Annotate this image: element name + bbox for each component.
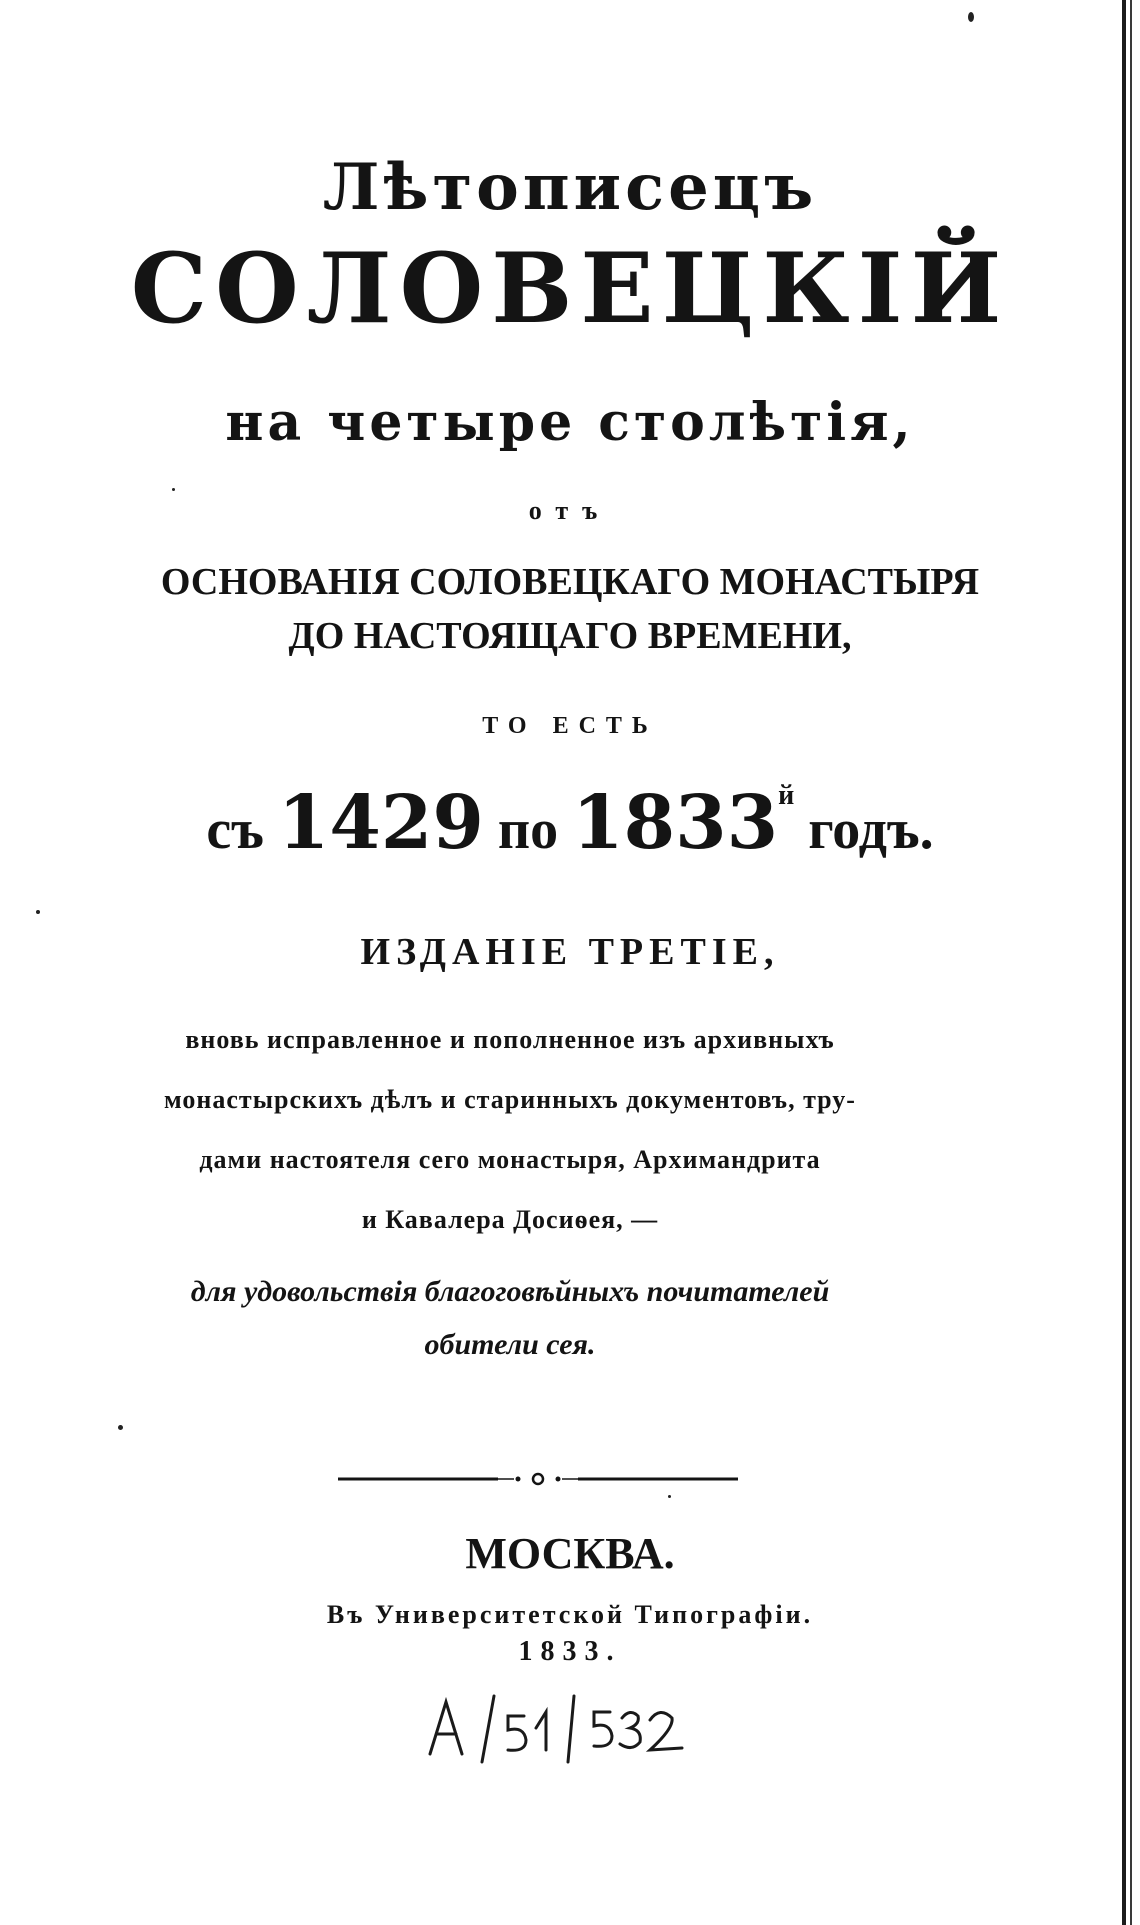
imprint-year: 1833. <box>518 1636 622 1667</box>
years-prefix: съ <box>206 799 264 861</box>
handwritten-shelfmark <box>424 1692 694 1768</box>
year-from: 1429 <box>277 780 484 866</box>
edition-label: ИЗДАНІЕ ТРЕТІЕ, <box>360 931 780 973</box>
print-speck <box>172 488 175 491</box>
that-is-label: ТО ЕСТЬ <box>482 713 658 739</box>
title-line-2: СОЛОВЕЦКІЙ <box>130 232 1010 345</box>
subtitle-line-2: ДО НАСТОЯЩАГО ВРЕМЕНИ, <box>288 615 852 657</box>
print-speck <box>668 1495 671 1498</box>
title-line-3: на четыре столѣтія, <box>225 392 915 453</box>
description-line-1: вновь исправленное и пополненное изъ архивныхъ <box>185 1025 835 1054</box>
ornamental-rule <box>338 1472 738 1486</box>
years-suffix: годъ. <box>808 799 934 861</box>
years-mid: по <box>497 799 559 861</box>
print-speck <box>36 910 40 914</box>
imprint-press: Въ Университетской Типографіи. <box>326 1600 814 1629</box>
year-suffix-sup: й <box>778 780 795 811</box>
imprint-city: МОСКВА. <box>465 1529 675 1578</box>
description-line-3: дами настоятеля сего монастыря, Архимандрита <box>199 1145 821 1174</box>
subtitle-line-1: ОСНОВАНІЯ СОЛОВЕЦКАГО МОНАСТЫРЯ <box>160 561 980 603</box>
dedication-line-1: для удовольствія благоговѣйныхъ почитателей <box>190 1275 830 1308</box>
print-speck <box>118 1425 123 1430</box>
title-line-1: Лѣтописецъ <box>322 150 818 225</box>
print-speck <box>968 12 974 22</box>
from-label: отъ <box>528 496 612 525</box>
year-to: 1833 <box>572 780 779 866</box>
description-line-4: и Кавалера Досиѳея, — <box>361 1205 659 1234</box>
years-line <box>0 780 1140 866</box>
description-line-2: монастырскихъ дѣлъ и старинныхъ документовъ, тру- <box>164 1085 856 1114</box>
dedication-line-2: обители сея. <box>424 1328 596 1361</box>
